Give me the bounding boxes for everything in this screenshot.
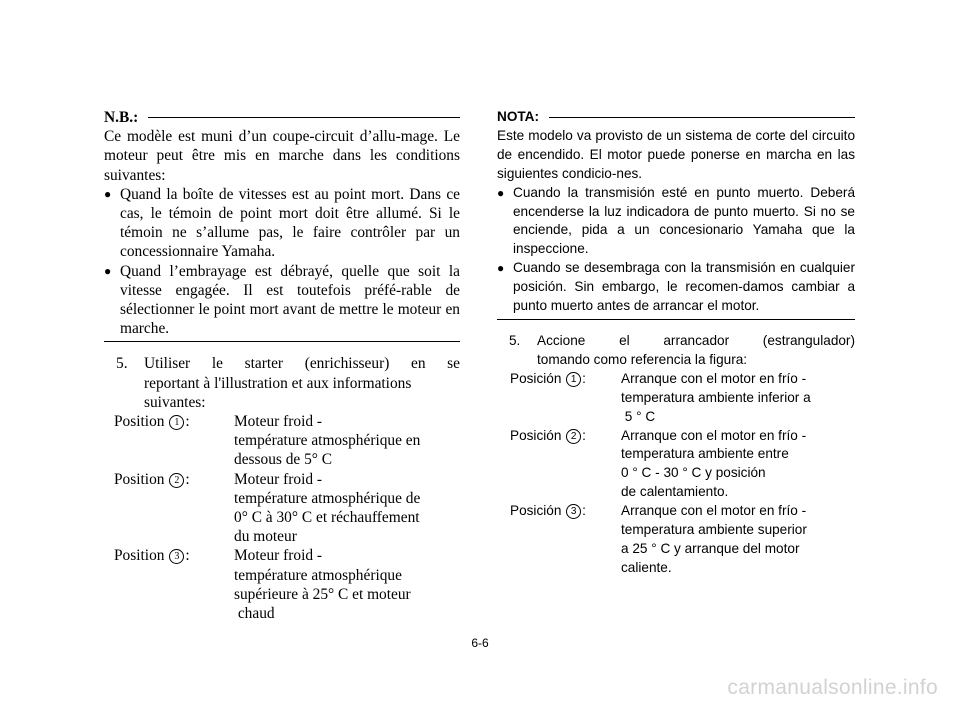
desc-line: température atmosphérique en [234,432,421,450]
note-header [104,108,460,127]
position-row [497,427,855,503]
bullet-text: Cuando se desembraga con la transmisión en cualquier posición. Sin embargo, le recomen-damos cambiar a punto muerto antes de arrancar el motor. [513,260,855,314]
position-label: Position 3 : [114,547,190,565]
position-description [234,470,460,547]
position-word: Position [114,413,165,431]
spanish-column [497,108,855,578]
note-end-rule [497,319,855,320]
desc-line: Moteur froid - [234,470,323,488]
desc-line: de calentamiento. [621,484,729,500]
step-line-1: Utiliser le starter (enrichisseur) en se [144,355,460,373]
circled-number-icon: 1 [169,415,184,430]
desc-line: a 25 ° C y arranque del motor [621,540,800,556]
desc-line: Moteur froid - [234,413,323,431]
position-word: Posición [510,370,562,386]
note-bullet [497,184,855,260]
desc-line: 0° C à 30° C et réchauffement [234,509,420,527]
step-5 [116,354,460,412]
bullet-text: Quand l’embrayage est débrayé, quelle que soit la vitesse engagée. Il est toutefois préfé-rable de sélectionner le point mort avant de mettre le moteur en marche. [120,262,460,338]
note-bullet [104,185,460,262]
position-description [621,370,855,427]
french-column [104,108,460,623]
position-word: Position [114,547,165,565]
position-label: Position 1 : [114,413,190,431]
position-label: Posición 1 : [510,370,586,386]
desc-line: supérieure à 25° C et moteur [234,585,411,603]
desc-line: temperatura ambiente inferior a [621,389,811,405]
note-bullet [497,259,855,316]
page-number: 6-6 [471,636,489,650]
note-label: N.B.: [104,109,139,126]
desc-line: 0 ° C - 30 ° C y posición [621,465,766,481]
desc-line: température atmosphérique de [234,489,421,507]
bullet-icon: ● [497,185,505,200]
step-number: 5. [116,355,128,373]
note-intro: Este modelo va provisto de un sistema de corte del circuito de encendido. El motor puede ponerse en marcha en las siguientes condicio-nes. [497,127,855,181]
position-description [621,502,855,578]
desc-line: Arranque con el motor en frío - [621,427,807,443]
circled-number-icon: 3 [566,504,581,519]
position-row [497,370,855,427]
circled-number-icon: 2 [169,473,184,488]
note-label: NOTA: [497,109,540,124]
step-number: 5. [509,332,521,348]
circled-number-icon: 3 [169,549,184,564]
bullet-icon: ● [497,261,505,276]
step-line-rest: tomando como referencia la figura: [537,351,748,367]
desc-line: Arranque con el motor en frío - [621,503,807,519]
step-text [144,354,460,412]
desc-line: 5 ° C [621,408,656,424]
desc-line: dessous de 5° C [234,451,333,469]
position-row [104,470,460,547]
position-label: Posición 3 : [510,503,586,519]
note-header [497,108,855,127]
position-label: Position 2 : [114,470,190,488]
note-bullet [104,262,460,339]
position-row [104,546,460,623]
note-end-rule [104,341,460,342]
position-description [234,546,460,623]
desc-line: chaud [234,605,275,623]
step-line-1: Accione el arrancador (estrangulador) [537,332,855,348]
note-rule [549,117,855,118]
desc-line: température atmosphérique [234,566,402,584]
bullet-icon: ● [104,263,112,278]
position-row [104,412,460,470]
step-5 [509,332,855,370]
desc-line: Arranque con el motor en frío - [621,370,807,386]
circled-number-icon: 2 [566,429,581,444]
position-word: Position [114,470,165,488]
watermark[interactable]: carmanualsonline.info [727,676,938,699]
desc-line: temperatura ambiente entre [621,446,789,462]
desc-line: temperatura ambiente superior [621,522,807,538]
bullet-icon: ● [104,186,112,201]
position-word: Posición [510,503,562,519]
position-row [497,502,855,578]
step-text [537,332,855,370]
note-intro: Ce modèle est muni d’un coupe-circuit d’allu-mage. Le moteur peut être mis en marche dans les conditions suivantes: [104,128,460,184]
position-description [234,412,460,470]
desc-line: Moteur froid - [234,547,323,565]
step-line-rest: reportant à l'illustration et aux informations suivantes: [144,374,412,411]
position-label: Posición 2 : [510,427,586,443]
position-word: Posición [510,427,562,443]
circled-number-icon: 1 [566,372,581,387]
bullet-text: Cuando la transmisión esté en punto muerto. Deberá encenderse la luz indicadora de punto muerto. Si no se enciende, pida a un concesionario Yamaha que la inspeccione. [513,184,855,257]
desc-line: caliente. [621,559,672,575]
bullet-text: Quand la boîte de vitesses est au point mort. Dans ce cas, le témoin de point mort doit être allumé. Si le témoin ne s’allume pas, le faire contrôler par un concessionnaire Yamaha. [120,185,460,261]
note-rule [148,117,460,118]
desc-line: du moteur [234,528,297,546]
position-description [621,427,855,503]
